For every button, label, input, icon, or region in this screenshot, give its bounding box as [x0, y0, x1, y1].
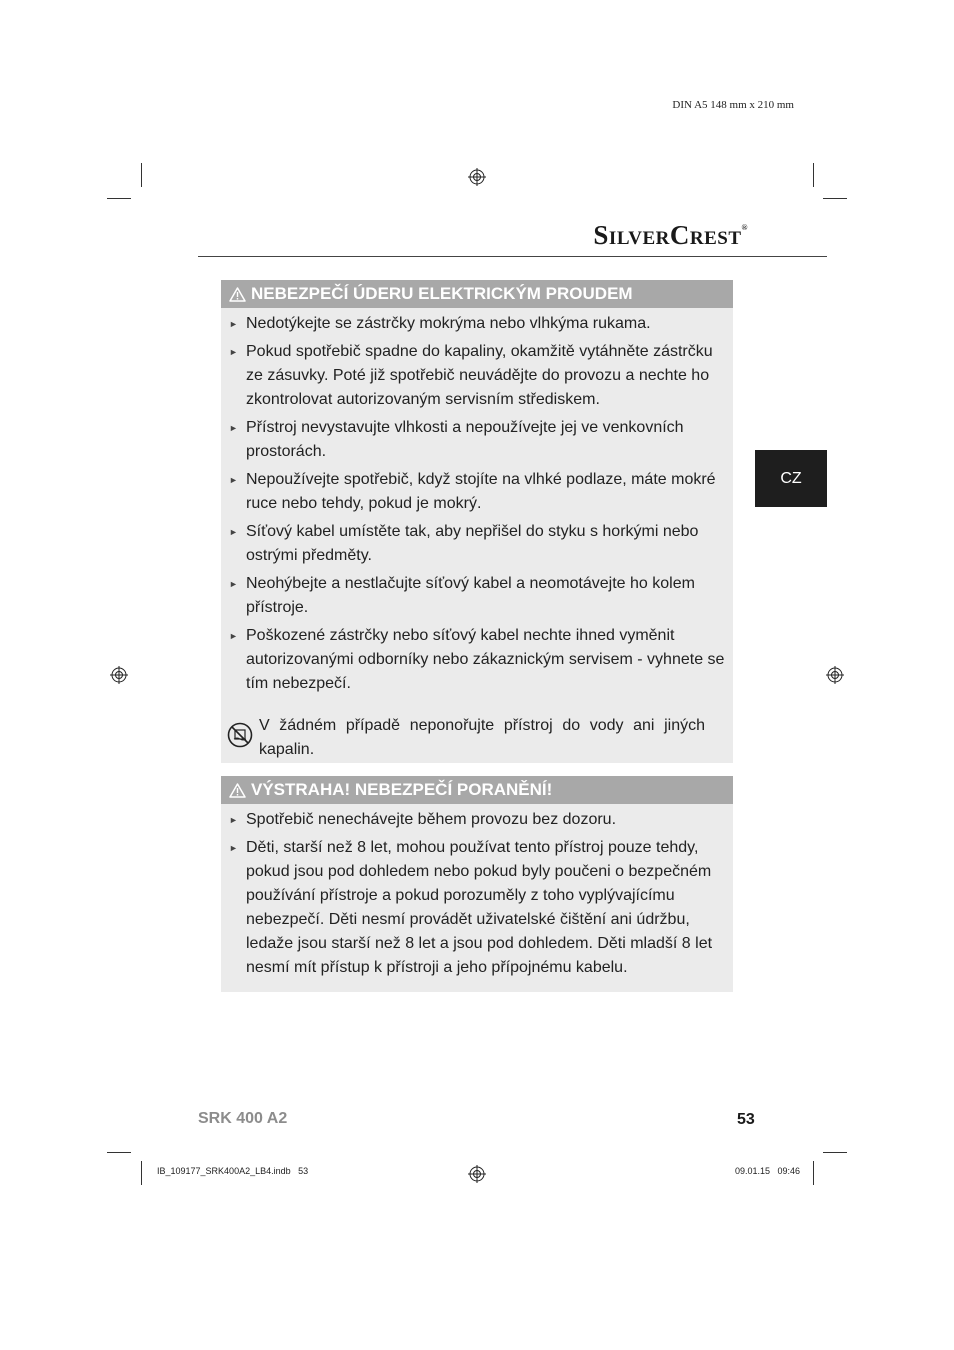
- crop-mark: [813, 1161, 814, 1185]
- model-number: SRK 400 A2: [198, 1110, 288, 1127]
- list-item-text: Přístroj nevystavujte vlhkosti a nepoužívejte jej ve venkovních prostorách.: [246, 419, 684, 460]
- list-item-text: Síťový kabel umístěte tak, aby nepřišel do styku s horkými nebo ostrými předměty.: [246, 523, 699, 564]
- list-item: [221, 416, 733, 464]
- crop-mark: [141, 163, 142, 187]
- no-water-immersion-icon: [227, 722, 253, 748]
- list-item: [221, 312, 733, 336]
- print-spec: DIN A5 148 mm x 210 mm: [672, 99, 794, 111]
- list-item: [221, 836, 733, 980]
- warning-triangle-icon: [229, 783, 246, 798]
- bullet-arrow-icon: ►: [229, 631, 238, 641]
- crop-mark: [107, 198, 131, 199]
- list-item: [221, 340, 733, 412]
- language-tab: CZ: [755, 450, 827, 507]
- crop-mark: [107, 1152, 131, 1153]
- bullet-arrow-icon: ►: [229, 347, 238, 357]
- electric-shock-warning-box: [221, 280, 733, 763]
- list-item-text: Děti, starší než 8 let, mohou používat tento přístroj pouze tehdy, pokud jsou pod dohledem nebo pokud byly poučeni o bezpečném používání přístroje a pokud porozuměly z toho vyplývajícímu nebezpečí. Děti nesmí provádět uživatelské čištění ani údržbu, ledaže jsou starší než 8 let a jsou pod dohledem. Děti mladší 8 let nesmí mít přístup k přístroji a jeho přípojnému kabelu.: [246, 839, 713, 976]
- list-item-text: Nedotýkejte se zástrčky mokrýma nebo vlhkýma rukama.: [246, 315, 651, 332]
- note-text: V žádném případě neponořujte přístroj do vody ani jiných kapalin.: [259, 717, 705, 758]
- list-item: [221, 808, 733, 832]
- bullet-arrow-icon: ►: [229, 815, 238, 825]
- crop-mark: [823, 1152, 847, 1153]
- bullet-arrow-icon: ►: [229, 843, 238, 853]
- section-heading: VÝSTRAHA! NEBEZPEČÍ PORANĚNÍ!: [221, 776, 733, 804]
- list-item: [221, 520, 733, 568]
- section-heading: NEBEZPEČÍ ÚDERU ELEKTRICKÝM PROUDEM: [221, 280, 733, 308]
- crop-mark: [813, 163, 814, 187]
- page-number: 53: [737, 1111, 755, 1128]
- bullet-arrow-icon: ►: [229, 475, 238, 485]
- crop-mark: [141, 1161, 142, 1185]
- registration-mark-icon: [468, 1165, 486, 1183]
- warning-triangle-icon: [229, 287, 246, 302]
- list-item-text: Pokud spotřebič spadne do kapaliny, okamžitě vytáhněte zástrčku ze zásuvky. Poté již spotřebič neuvádějte do provozu a nechte ho zkontrolovat autorizovaným servisním střediskem.: [246, 343, 713, 408]
- bullet-arrow-icon: ►: [229, 319, 238, 329]
- list-item-text: Nepoužívejte spotřebič, když stojíte na vlhké podlaze, máte mokré ruce nebo tehdy, pokud je mokrý.: [246, 471, 716, 512]
- slug-file: IB_109177_SRK400A2_LB4.indb 53: [157, 1166, 309, 1176]
- registration-mark-icon: [468, 168, 486, 186]
- registration-mark-icon: [110, 666, 128, 684]
- registration-mark-icon: [826, 666, 844, 684]
- header-rule: [198, 256, 827, 257]
- crop-mark: [823, 198, 847, 199]
- list-item: [221, 572, 733, 620]
- warning-list: [221, 312, 733, 696]
- list-item-text: Poškozené zástrčky nebo síťový kabel nechte ihned vyměnit autorizovanými odborníky nebo zákaznickým servisem - vyhnete se tím nebezpečí.: [246, 627, 725, 692]
- warning-list: [221, 808, 733, 980]
- brand-logo: SILVERCREST®: [593, 220, 748, 250]
- bullet-arrow-icon: ►: [229, 579, 238, 589]
- slug-date: 09.01.15 09:46: [735, 1166, 801, 1176]
- bullet-arrow-icon: ►: [229, 423, 238, 433]
- list-item: [221, 624, 733, 696]
- list-item: [221, 468, 733, 516]
- bullet-arrow-icon: ►: [229, 527, 238, 537]
- injury-warning-box: [221, 776, 733, 992]
- list-item-text: Neohýbejte a nestlačujte síťový kabel a neomotávejte ho kolem přístroje.: [246, 575, 695, 616]
- list-item-text: Spotřebič nenechávejte během provozu bez dozoru.: [246, 811, 617, 828]
